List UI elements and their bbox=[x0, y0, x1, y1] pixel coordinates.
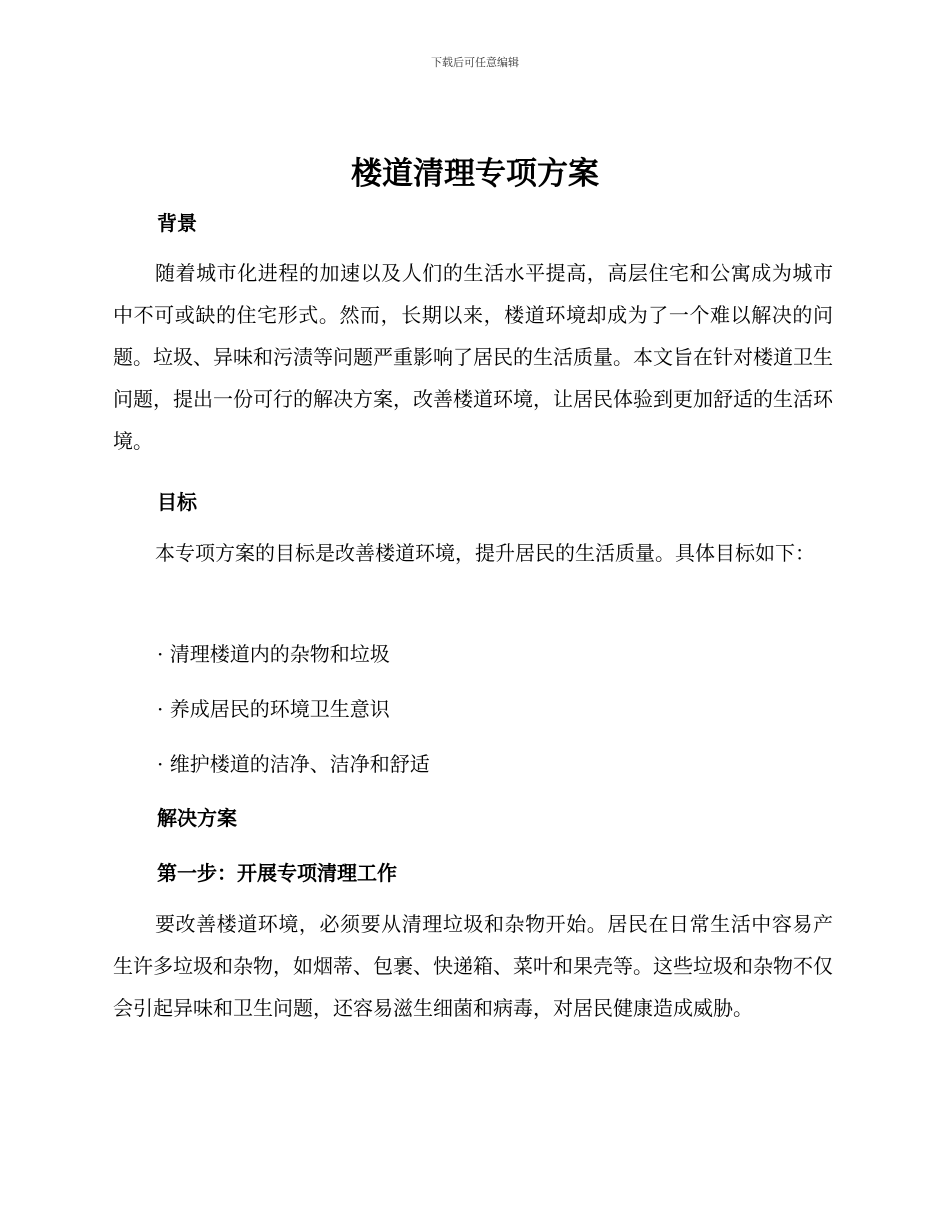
section-heading-solution: 解决方案 bbox=[157, 806, 237, 830]
step1-paragraph: 要改善楼道环境，必须要从清理垃圾和杂物开始。居民在日常生活中容易产生许多垃圾和杂物，如烟蒂、包裹、快递箱、菜叶和果壳等。这些垃圾和杂物不仅会引起异味和卫生问题，还容易滋生细菌和病毒，对居民健康造成威胁。 bbox=[113, 912, 833, 1020]
background-paragraph: 随着城市化进程的加速以及人们的生活水平提高，高层住宅和公寓成为城市中不可或缺的住宅形式。然而，长期以来，楼道环境却成为了一个难以解决的问题。垃圾、异味和污渍等问题严重影响了居民的生活质量。本文旨在针对楼道卫生问题，提出一份可行的解决方案，改善楼道环境，让居民体验到更加舒适的生活环境。 bbox=[113, 261, 833, 453]
goal-item-2: · 养成居民的环境卫生意识 bbox=[157, 697, 390, 721]
subsection-heading-step1: 第一步：开展专项清理工作 bbox=[157, 861, 397, 885]
goals-paragraph: 本专项方案的目标是改善楼道环境，提升居民的生活质量。具体目标如下： bbox=[155, 541, 815, 565]
section-heading-goals: 目标 bbox=[157, 490, 197, 514]
document-title: 楼道清理专项方案 bbox=[351, 156, 599, 192]
header-note: 下载后可任意编辑 bbox=[431, 56, 519, 69]
goal-item-1: · 清理楼道内的杂物和垃圾 bbox=[157, 642, 390, 666]
section-heading-background: 背景 bbox=[157, 211, 197, 235]
goal-item-3: · 维护楼道的洁净、洁净和舒适 bbox=[157, 752, 430, 776]
